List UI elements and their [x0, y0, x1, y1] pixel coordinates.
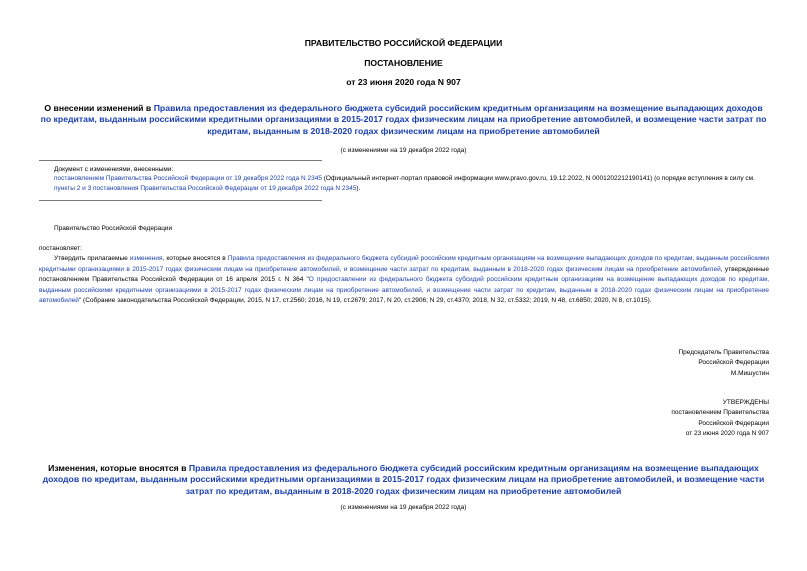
- government-heading: ПРАВИТЕЛЬСТВО РОССИЙСКОЙ ФЕДЕРАЦИИ: [304, 38, 503, 48]
- body-text-3: , утвержденные постановлением Правительства Российской Федерации от 16 апреля 2015 г. N 364 ": [39, 265, 769, 284]
- title-rules-link[interactable]: Правила предоставления из федерального бюджета субсидий российским кредитным организациям на возмещение выпадающих доходов по кредитам, выданным российскими кредитными организациями в 2015-2017 годах физическим лицам на приобретение автомобилей, и возмещение части затрат по кредитам, выданным в 2018-2020 годах физическим лицам на приобретение автомобилей: [40, 103, 767, 136]
- signature-block: [560, 348, 769, 379]
- rules-link[interactable]: Правила предоставления из федерального бюджета субсидий российским кредитным организациям на возмещение выпадающих доходов по кредитам, выданным российскими кредитными организациями в 2015-2017 годах физическим лицам на приобретение автомобилей, и возмещение части затрат по кредитам, выданным в 2018-2020 годах физическим лицам на приобретение автомобилей: [39, 255, 770, 273]
- changes-link[interactable]: изменения: [129, 255, 163, 262]
- document-title: [40, 103, 767, 137]
- document-date-number: от 23 июня 2020 года N 907: [346, 77, 461, 87]
- body-text-4: " (Собрание законодательства Российской Федерации, 2015, N 17, ст.2560; 2016, N 19, ст.2679; 2017, N 20, ст.2906; N 29, ст.4370; 2018, N 32, ст.5332; 2019, N 48, ст.6850; 2020, N 8, ст.1015).: [78, 297, 652, 305]
- annex-rules-link[interactable]: Правила предоставления из федерального бюджета субсидий российским кредитным организациям на возмещение выпадающих доходов по кредитам, выданным российскими кредитными организациями в 2015-2017 годах физическим лицам на приобретение автомобилей, и возмещение части затрат по кредитам, выданным в 2018-2020 годах физическим лицам на приобретение автомобилей: [42, 463, 765, 496]
- edition-note: (с изменениями на 19 декабря 2022 года): [340, 147, 467, 154]
- divider-bottom: [39, 200, 322, 201]
- amending-decree-link[interactable]: постановлением Правительства Российской Федерации от 19 декабря 2022 года N 2345: [54, 175, 322, 183]
- annex-title: [33, 463, 774, 497]
- changes-text-1: (Официальный интернет-портал правовой информации www.pravo.gov.ru, 19.12.2022, N 0001202212190141) (о порядке вступления в силу см.: [321, 175, 755, 183]
- changes-text-2: ).: [356, 184, 361, 192]
- changes-intro: Документ с изменениями, внесенными:: [54, 166, 174, 173]
- body-text-2: , которые вносятся в: [162, 255, 228, 262]
- document-type: ПОСТАНОВЛЕНИЕ: [364, 58, 443, 68]
- approval-country: Российской Федерации: [698, 419, 769, 427]
- decides-label: постановляет:: [39, 245, 82, 252]
- signature-country: Российской Федерации: [698, 359, 769, 367]
- approval-date: от 23 июня 2020 года N 907: [685, 430, 769, 438]
- entry-into-force-link[interactable]: пункты 2 и 3 постановления Правительства Российской Федерации от 19 декабря 2022 года N 2345: [54, 184, 357, 192]
- divider-top: [39, 160, 322, 161]
- approval-by: постановлением Правительства: [671, 409, 769, 417]
- signature-position: Председатель Правительства: [678, 349, 769, 356]
- government-name: Правительство Российской Федерации: [54, 225, 173, 232]
- changes-block: [54, 165, 770, 193]
- decree-link[interactable]: О предоставлении из федерального бюджета субсидий российским кредитным организациям на возмещение выпадающих доходов по кредитам, выданным российскими кредитными организациями в 2015-2017 годах физическим лицам на приобретение автомобилей, и возмещение части затрат по кредитам, выданным в 2018-2020 годах физическим лицам на приобретение автомобилей: [39, 276, 769, 305]
- annex-title-prefix: Изменения, которые вносятся в: [48, 463, 189, 473]
- approval-block: [560, 398, 769, 440]
- title-prefix: О внесении изменений в: [44, 103, 154, 113]
- body-text-1: Утвердить прилагаемые: [54, 255, 130, 262]
- body-paragraph: [39, 254, 769, 307]
- approval-heading: УТВЕРЖДЕНЫ: [722, 399, 769, 406]
- signature-name: М.Мишустин: [730, 369, 769, 377]
- edition-note-annex: (с изменениями на 19 декабря 2022 года): [340, 504, 467, 511]
- changes-list: [54, 174, 770, 193]
